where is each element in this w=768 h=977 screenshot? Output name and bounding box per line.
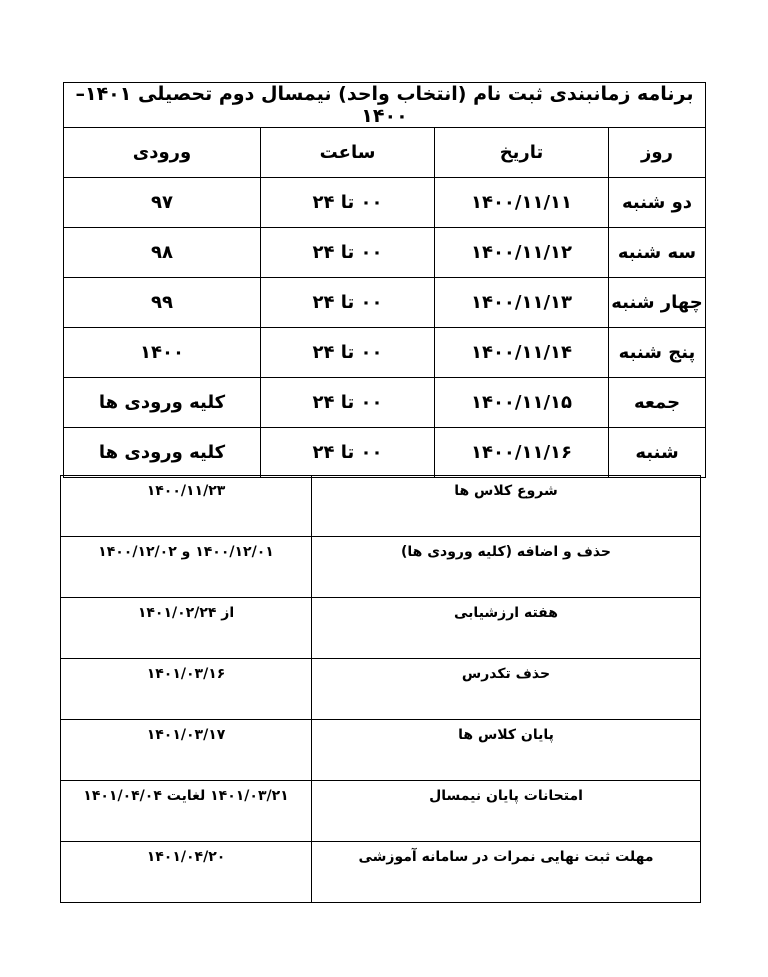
- academic-events-table: [60, 475, 701, 903]
- header-entry: ورودی: [64, 128, 261, 178]
- table-row: [64, 178, 706, 228]
- table-row: [61, 720, 701, 781]
- header-day: روز: [609, 128, 706, 178]
- day-cell: شنبه: [609, 428, 706, 478]
- event-value: از ۱۴۰۱/۰۲/۲۴: [61, 598, 312, 659]
- hour-cell: ۰۰ تا ۲۴: [261, 278, 435, 328]
- date-cell: ۱۴۰۰/۱۱/۱۲: [435, 228, 609, 278]
- schedule-title: برنامه زمانبندی ثبت نام (انتخاب واحد) نیمسال دوم تحصیلی ۱۴۰۱–۱۴۰۰: [64, 83, 706, 128]
- entry-cell: کلیه ورودی ها: [64, 428, 261, 478]
- table-header-row: [64, 128, 706, 178]
- hour-cell: ۰۰ تا ۲۴: [261, 178, 435, 228]
- table-row: [61, 537, 701, 598]
- event-value: ۱۴۰۱/۰۳/۱۷: [61, 720, 312, 781]
- table-row: [61, 781, 701, 842]
- event-label: هفته ارزشیابی: [312, 598, 701, 659]
- event-label: امتحانات پایان نیمسال: [312, 781, 701, 842]
- table-row: [64, 228, 706, 278]
- event-label: مهلت ثبت نهایی نمرات در سامانه آموزشی: [312, 842, 701, 903]
- date-cell: ۱۴۰۰/۱۱/۱۵: [435, 378, 609, 428]
- entry-cell: کلیه ورودی ها: [64, 378, 261, 428]
- day-cell: سه شنبه: [609, 228, 706, 278]
- event-value: ۱۴۰۱/۰۳/۱۶: [61, 659, 312, 720]
- event-value: ۱۴۰۱/۰۳/۲۱ لغایت ۱۴۰۱/۰۴/۰۴: [61, 781, 312, 842]
- event-label: پایان کلاس ها: [312, 720, 701, 781]
- table-row: [64, 378, 706, 428]
- hour-cell: ۰۰ تا ۲۴: [261, 428, 435, 478]
- table-row: [64, 428, 706, 478]
- event-label: حذف تکدرس: [312, 659, 701, 720]
- event-value: ۱۴۰۱/۰۴/۲۰: [61, 842, 312, 903]
- entry-cell: ۹۹: [64, 278, 261, 328]
- table-row: [61, 659, 701, 720]
- event-value: ۱۴۰۰/۱۱/۲۳: [61, 476, 312, 537]
- header-hour: ساعت: [261, 128, 435, 178]
- day-cell: پنج شنبه: [609, 328, 706, 378]
- table-row: [64, 328, 706, 378]
- table-row: [61, 598, 701, 659]
- day-cell: دو شنبه: [609, 178, 706, 228]
- hour-cell: ۰۰ تا ۲۴: [261, 328, 435, 378]
- entry-cell: ۱۴۰۰: [64, 328, 261, 378]
- entry-cell: ۹۸: [64, 228, 261, 278]
- date-cell: ۱۴۰۰/۱۱/۱۳: [435, 278, 609, 328]
- entry-cell: ۹۷: [64, 178, 261, 228]
- table-row: [61, 842, 701, 903]
- day-cell: جمعه: [609, 378, 706, 428]
- header-date: تاریخ: [435, 128, 609, 178]
- day-cell: چهار شنبه: [609, 278, 706, 328]
- event-label: حذف و اضافه (کلیه ورودی ها): [312, 537, 701, 598]
- date-cell: ۱۴۰۰/۱۱/۱۶: [435, 428, 609, 478]
- event-label: شروع کلاس ها: [312, 476, 701, 537]
- event-value: ۱۴۰۰/۱۲/۰۱ و ۱۴۰۰/۱۲/۰۲: [61, 537, 312, 598]
- table-row: [61, 476, 701, 537]
- registration-schedule-table: [63, 82, 706, 478]
- hour-cell: ۰۰ تا ۲۴: [261, 378, 435, 428]
- date-cell: ۱۴۰۰/۱۱/۱۱: [435, 178, 609, 228]
- hour-cell: ۰۰ تا ۲۴: [261, 228, 435, 278]
- date-cell: ۱۴۰۰/۱۱/۱۴: [435, 328, 609, 378]
- table-row: [64, 278, 706, 328]
